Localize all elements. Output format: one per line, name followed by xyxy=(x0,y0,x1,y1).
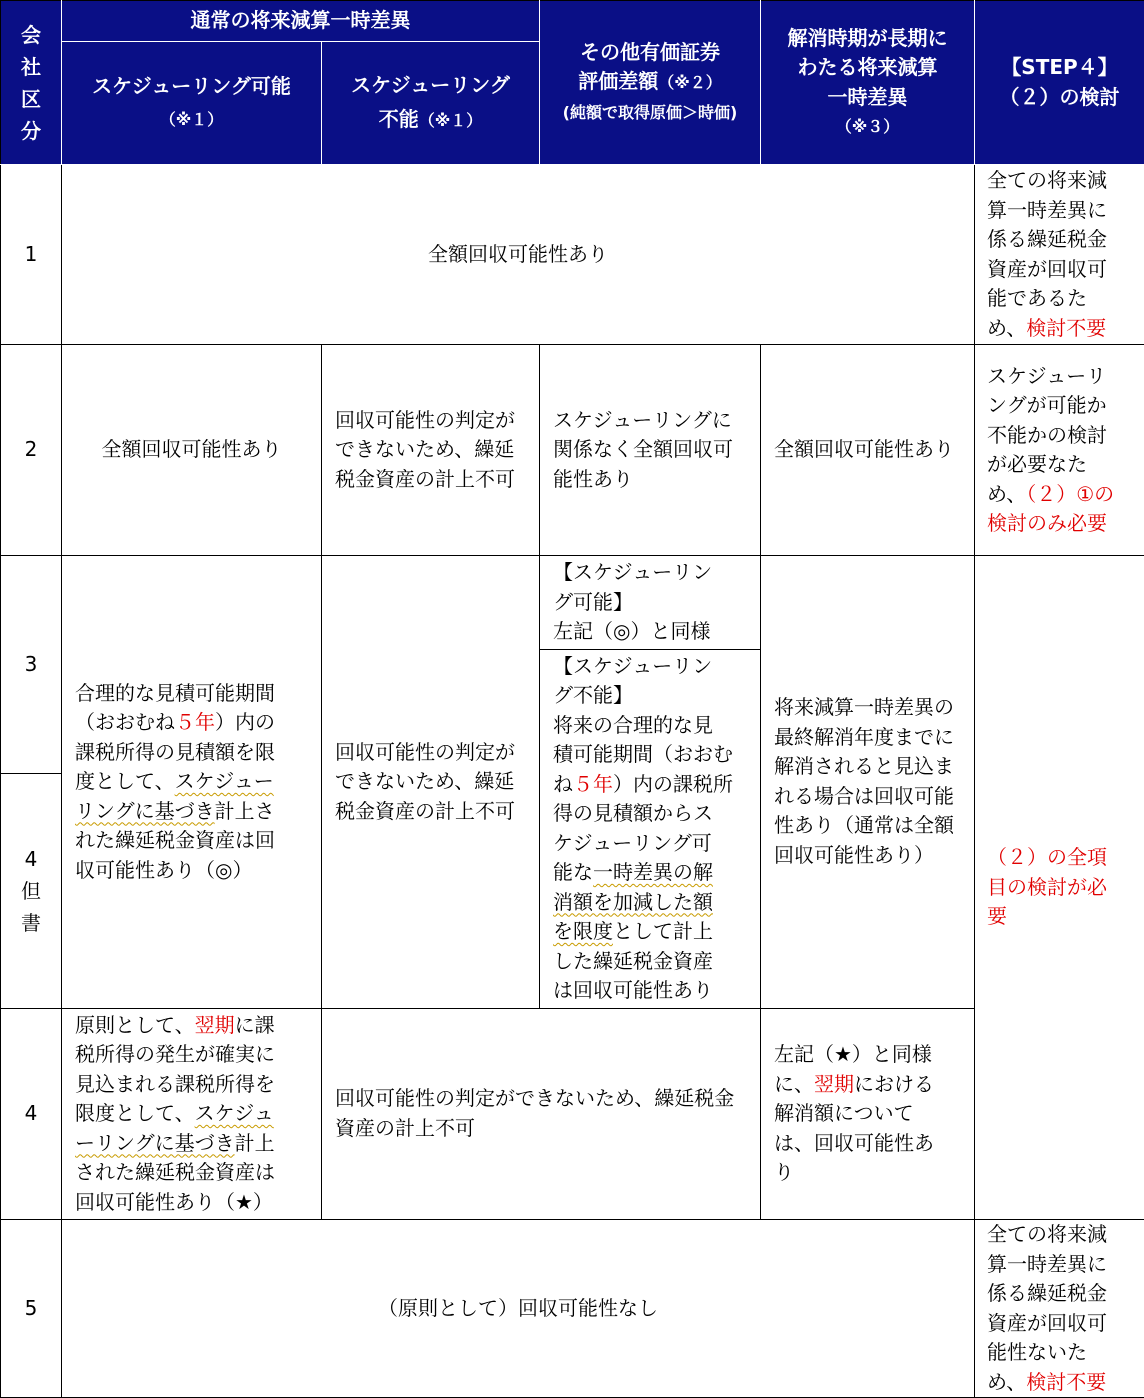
row2-step4: スケジューリ ングが可能か 不能かの検討 が必要なた め、（２）①の 検討のみ必要 xyxy=(975,345,1144,556)
row3-step4: （２）の全項 目の検討が必 要 xyxy=(975,556,1144,1220)
header-securities-valuation: その他有価証券 評価差額（※２） (純額で取得原価＞時価) xyxy=(540,1,761,165)
table-row xyxy=(1,165,1144,345)
row4-schedulable: 原則として、翌期に課 税所得の発生が確実に 見込まれる課税所得を 限度として、スケジュ ーリングに基づき計上 された繰延税金資産は 回収可能性あり（★） xyxy=(62,1008,322,1220)
row3-schedulable: 合理的な見積可能期間 （おおむね５年）内の 課税所得の見積額を限 度として、スケジュー リングに基づき計上さ れた繰延税金資産は回 収可能性あり（◎） xyxy=(62,556,322,1009)
row3-securities-unschedulable: 【スケジューリン グ不能】 将来の合理的な見 積可能期間（おおむ ね５年）内の課税所 得の見積額からス ケジューリング可 能な一時差異の解 消額を加減した額 を限度として計上 した繰延税金資産 は回収可能性あり xyxy=(540,649,761,1008)
header-unschedulable: スケジューリング 不能（※１） xyxy=(322,42,540,165)
row-number: 2 xyxy=(1,345,62,556)
row3-longterm: 将来減算一時差異の最終解消年度までに解消されると見込まれる場合は回収可能性あり（通常は全額回収可能性あり） xyxy=(761,556,975,1009)
row2-securities: スケジューリングに関係なく全額回収可能性あり xyxy=(540,345,761,556)
header-long-term-differences: 解消時期が長期に わたる将来減算 一時差異 （※３） xyxy=(761,1,975,165)
table-row xyxy=(1,1220,1144,1398)
row-number: 5 xyxy=(1,1220,62,1398)
header-step4: 【STEP４】 （２）の検討 xyxy=(975,1,1144,165)
header-normal-temporary-differences: 通常の将来減算一時差異 xyxy=(62,1,540,42)
row4-longterm: 左記（★）と同様 に、翌期における 解消額について は、回収可能性あ り xyxy=(761,1008,975,1220)
row3-securities-schedulable: 【スケジューリン グ可能】 左記（◎）と同様 xyxy=(540,556,761,650)
row4-unschedulable-securities: 回収可能性の判定ができないため、繰延税金資産の計上不可 xyxy=(322,1008,761,1220)
row2-longterm: 全額回収可能性あり xyxy=(761,345,975,556)
row-number: 1 xyxy=(1,165,62,345)
row2-unschedulable: 回収可能性の判定ができないため、繰延税金資産の計上不可 xyxy=(322,345,540,556)
header-schedulable: スケジューリング可能 （※１） xyxy=(62,42,322,165)
row3-unschedulable: 回収可能性の判定ができないため、繰延税金資産の計上不可 xyxy=(322,556,540,1009)
row1-content: 全額回収可能性あり xyxy=(62,165,975,345)
row-number: 3 xyxy=(1,556,62,774)
row1-step4: 全ての将来減 算一時差異に 係る繰延税金 資産が回収可 能であるた め、検討不要 xyxy=(975,165,1144,345)
row-number-4-proviso: 4 但 書 xyxy=(1,773,62,1008)
table-row xyxy=(1,1008,1144,1220)
row-number: 4 xyxy=(1,1008,62,1220)
row5-step4: 全ての将来減 算一時差異に 係る繰延税金 資産が回収可 能性ないた め、検討不要 xyxy=(975,1220,1144,1398)
header-company-category: 会 社 区 分 xyxy=(1,1,62,165)
table-row xyxy=(1,556,1144,650)
row2-schedulable: 全額回収可能性あり xyxy=(62,345,322,556)
table-row xyxy=(1,345,1144,556)
row5-content: （原則として）回収可能性なし xyxy=(62,1220,975,1398)
